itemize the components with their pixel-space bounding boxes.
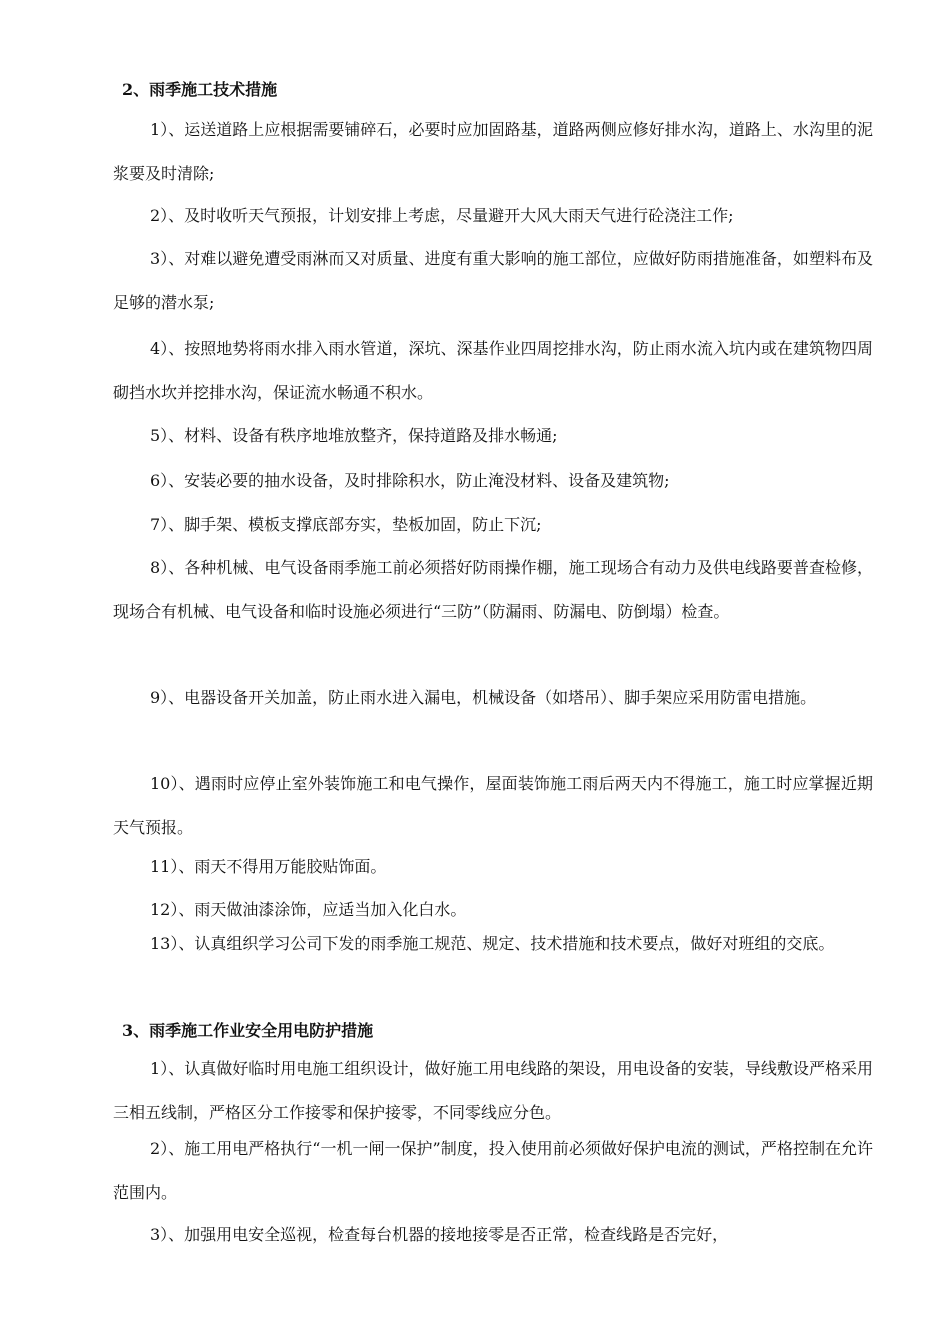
paragraph-3-3: 3）、加强用电安全巡视，检查每台机器的接地接零是否正常，检查线路是否完好，: [150, 1225, 729, 1244]
paragraph-2-8: 8）、各种机械、电气设备雨季施工前必须搭好防雨操作棚，施工现场合有动力及供电线路要普查检修，现场合有机械、电气设备和临时设施必须进行“三防”（防漏雨、防漏电、防倒塌）检查。: [113, 558, 873, 621]
paragraph-2-11: 11）、雨天不得用万能胶贴饰面。: [150, 857, 387, 876]
paragraph-2-4: 4）、按照地势将雨水排入雨水管道，深坑、深基作业四周挖排水沟，防止雨水流入坑内或在建筑物四周砌挡水坎并挖排水沟，保证流水畅通不积水。: [113, 339, 873, 402]
paragraph-2-7: 7）、脚手架、模板支撑底部夯实，垫板加固，防止下沉;: [150, 515, 542, 534]
paragraph-2-5: 5）、材料、设备有秩序地堆放整齐，保持道路及排水畅通;: [150, 426, 558, 445]
paragraph-2-2: 2）、及时收听天气预报，计划安排上考虑，尽量避开大风大雨天气进行砼浇注工作;: [150, 206, 734, 225]
paragraph-2-10: 10）、遇雨时应停止室外装饰施工和电气操作，屋面装饰施工雨后两天内不得施工，施工时应掌握近期天气预报。: [113, 774, 873, 837]
paragraph-2-3: 3）、对难以避免遭受雨淋而又对质量、进度有重大影响的施工部位，应做好防雨措施准备，如塑料布及足够的潜水泵;: [113, 249, 873, 312]
section-heading-3: 3、雨季施工作业安全用电防护措施: [122, 1021, 374, 1040]
paragraph-2-13: 13）、认真组织学习公司下发的雨季施工规范、规定、技术措施和技术要点，做好对班组的交底。: [150, 934, 835, 953]
section-heading-2: 2、雨季施工技术措施: [122, 80, 278, 99]
paragraph-2-6: 6）、安装必要的抽水设备，及时排除积水，防止淹没材料、设备及建筑物;: [150, 471, 670, 490]
paragraph-2-9: 9）、电器设备开关加盖，防止雨水进入漏电，机械设备（如塔吊）、脚手架应采用防雷电措施。: [150, 688, 817, 707]
paragraph-3-1: 1）、认真做好临时用电施工组织设计，做好施工用电线路的架设，用电设备的安装，导线敷设严格采用三相五线制，严格区分工作接零和保护接零，不同零线应分色。: [113, 1059, 873, 1122]
paragraph-2-1: 1）、运送道路上应根据需要铺碎石，必要时应加固路基，道路两侧应修好排水沟，道路上、水沟里的泥浆要及时清除;: [113, 120, 873, 183]
paragraph-2-12: 12）、雨天做油漆涂饰，应适当加入化白水。: [150, 900, 467, 919]
paragraph-3-2: 2）、施工用电严格执行“一机一闸一保护”制度，投入使用前必须做好保护电流的测试，严格控制在允许范围内。: [113, 1139, 873, 1202]
